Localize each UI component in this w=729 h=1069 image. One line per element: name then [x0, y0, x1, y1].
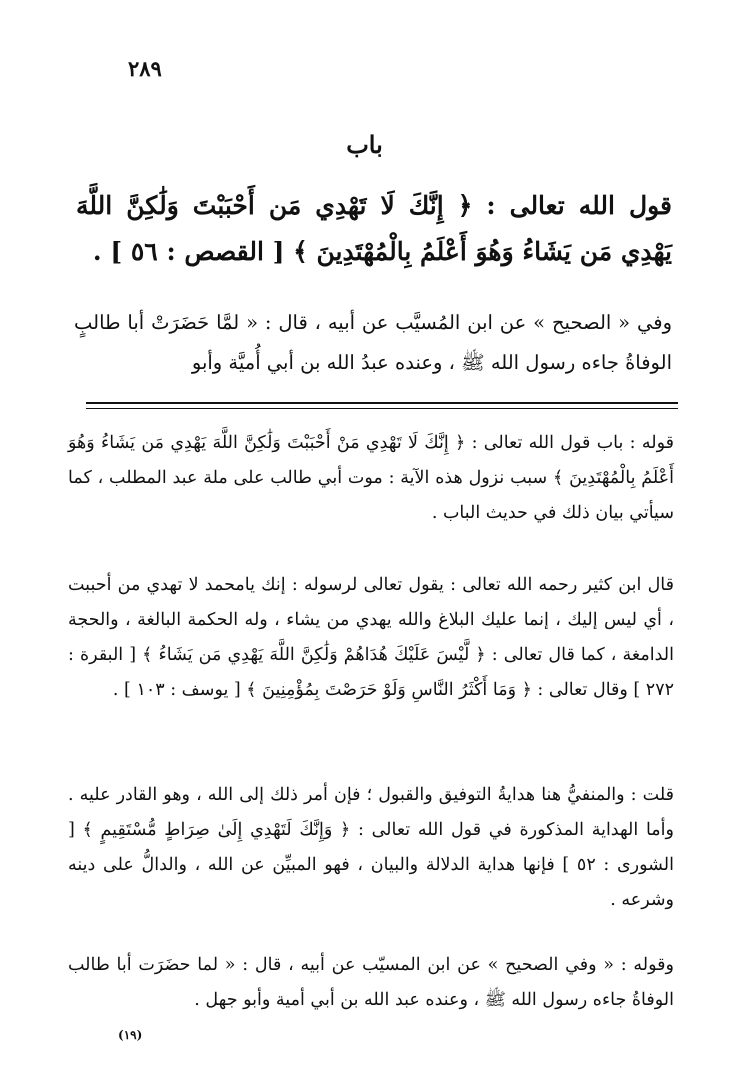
chapter-heading: قول الله تعالى : ﴿ إِنَّكَ لَا تَهْدِي مَن أَحْبَبْتَ وَلَٰكِنَّ اللَّهَ يَهْدِي مَن يَشَاءُ وَهُوَ أَعْلَمُ بِالْمُهْتَدِينَ ﴾ [ القصص : ٥٦ ] .	[76, 191, 672, 266]
commentary-paragraph: قوله : باب قول الله تعالى : ﴿ إِنَّكَ لَا تَهْدِي مَنْ أَحْبَبْتَ وَلَٰكِنَّ اللَّهَ يَهْدِي مَن يَشَاءُ وَهُوَ أَعْلَمُ بِالْمُهْتَدِينَ ﴾ سبب نزول هذه الآية : موت أبي طالب على ملة عبد المطلب ، كما سيأتي بيان ذلك في حديث الباب .	[68, 433, 674, 523]
chapter-label: باب	[346, 130, 383, 159]
commentary-paragraph: قال ابن كثير رحمه الله تعالى : يقول تعالى لرسوله : إنك يامحمد لا تهدي من أحببت ، أي ليس إليك ، إنما عليك البلاغ والله يهدي من يشاء ، وله الحكمة البالغة ، والحجة الدامغة ، كما قال تعالى : ﴿ لَّيْسَ عَلَيْكَ هُدَاهُمْ وَلَٰكِنَّ اللَّهَ يَهْدِي مَن يَشَاءُ ﴾ [ البقرة : ٢٧٢ ] وقال تعالى : ﴿ وَمَا أَكْثَرُ النَّاسِ وَلَوْ حَرَصْتَ بِمُؤْمِنِينَ ﴾ [ يوسف : ١٠٣ ] .	[68, 575, 674, 700]
signature-mark: (١٩)	[118, 1028, 143, 1042]
divider-top	[86, 402, 678, 404]
commentary-paragraph: وقوله : « وفي الصحيح » عن ابن المسيّب عن أبيه ، قال : « لما حضَرَت أبا طالب الوفاةُ جاءه رسول الله ﷺ ، وعنده عبد الله بن أبي أمية وأبو جهل .	[68, 955, 674, 1010]
divider-bottom	[86, 408, 678, 409]
page-number: ٢٨٩	[128, 56, 162, 81]
commentary-paragraph: قلت : والمنفيُّ هنا هدايةُ التوفيق والقبول ؛ فإن أمر ذلك إلى الله ، وهو القادر عليه . وأما الهداية المذكورة في قول الله تعالى : ﴿ وَإِنَّكَ لَتَهْدِي إِلَىٰ صِرَاطٍ مُّسْتَقِيمٍ ﴾ [ الشورى : ٥٢ ] فإنها هداية الدلالة والبيان ، فهو المبيِّن عن الله ، والدالُّ على دينه وشرعه .	[68, 785, 674, 910]
main-text: وفي « الصحيح » عن ابن المُسيَّب عن أبيه ، قال : « لمَّا حَضَرَتْ أبا طالبٍ الوفاةُ جاءه رسول الله ﷺ ، وعنده عبدُ الله بن أبي أُميَّة وأبو	[74, 311, 672, 374]
